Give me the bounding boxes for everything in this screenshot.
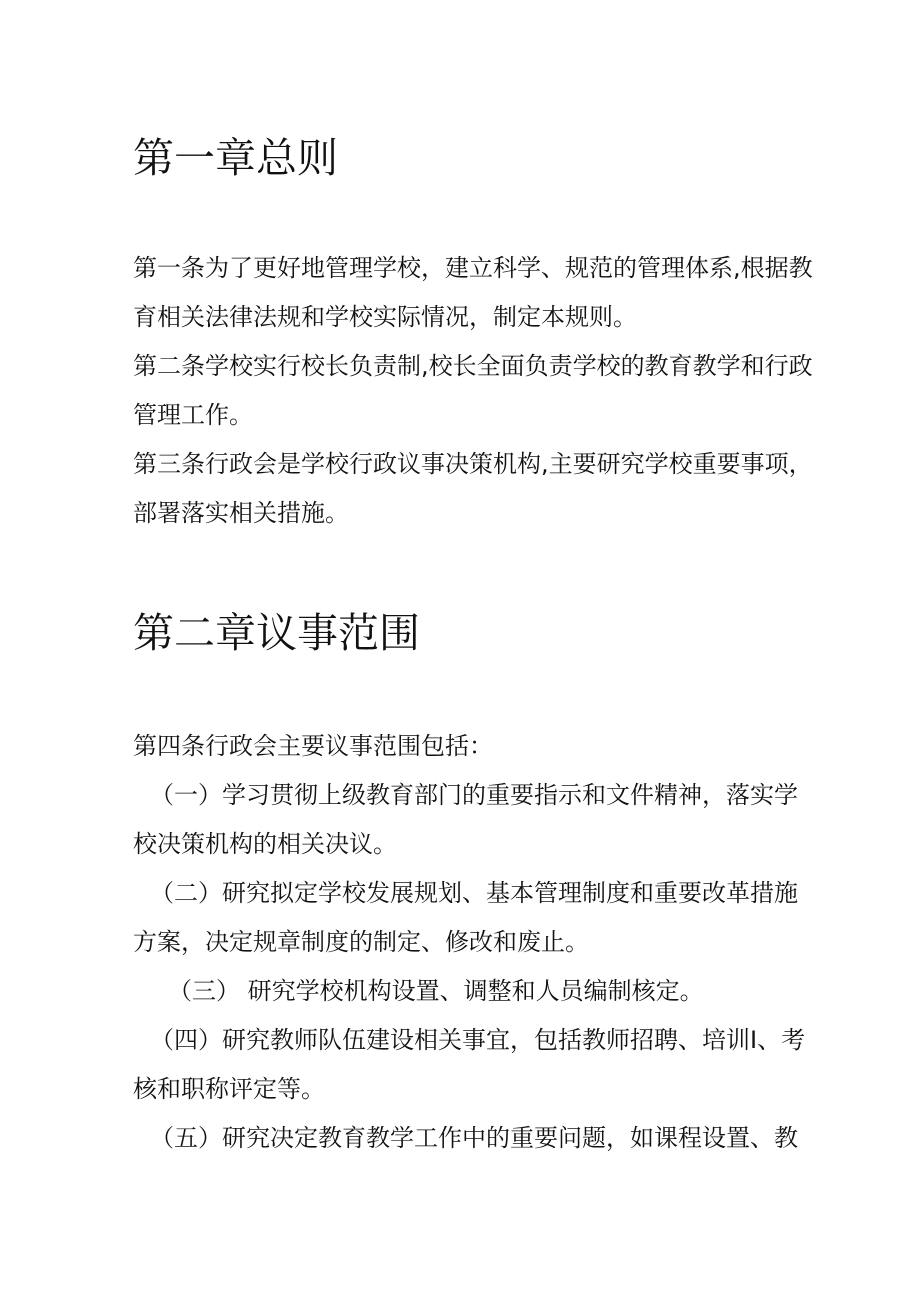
item-2-line-1: （二）研究拟定学校发展规划、基本管理制度和重要改革措施 xyxy=(150,879,798,907)
item-2-line-2: 方案，决定规章制度的制定、修改和废止。 xyxy=(133,928,589,956)
item-3-line-1: （三） 研究学校机构设置、调整和人员编制核定。 xyxy=(168,977,704,1005)
article-1-line-1: 第一条为了更好地管理学校，建立科学、规范的管理体系,根据教 xyxy=(133,254,813,282)
article-3-line-2: 部署落实相关措施。 xyxy=(133,499,349,527)
article-4-intro: 第四条行政会主要议事范围包括： xyxy=(133,732,493,760)
item-4-line-1: （四）研究教师队伍建设相关事宜，包括教师招聘、培训I、考 xyxy=(150,1026,806,1054)
item-1-line-1: （一）学习贯彻上级教育部门的重要指示和文件精神，落实学 xyxy=(150,781,798,809)
item-1-line-2: 校决策机构的相关决议。 xyxy=(133,830,397,858)
item-5-line-1: （五）研究决定教育教学工作中的重要问题，如课程设置、教 xyxy=(150,1124,798,1152)
item-4-line-2: 核和职称评定等。 xyxy=(133,1075,325,1103)
article-2-line-2: 管理工作。 xyxy=(133,401,253,429)
article-3-line-1: 第三条行政会是学校行政议事决策机构,主要研究学校重要事项， xyxy=(133,450,813,478)
chapter-2-title: 第二章议事范围 xyxy=(133,609,420,657)
article-1-line-2: 育相关法律法规和学校实际情况，制定本规则。 xyxy=(133,303,637,331)
chapter-1-title: 第一章总则 xyxy=(133,134,338,182)
article-2-line-1: 第二条学校实行校长负责制,校长全面负责学校的教育教学和行政 xyxy=(133,352,813,380)
